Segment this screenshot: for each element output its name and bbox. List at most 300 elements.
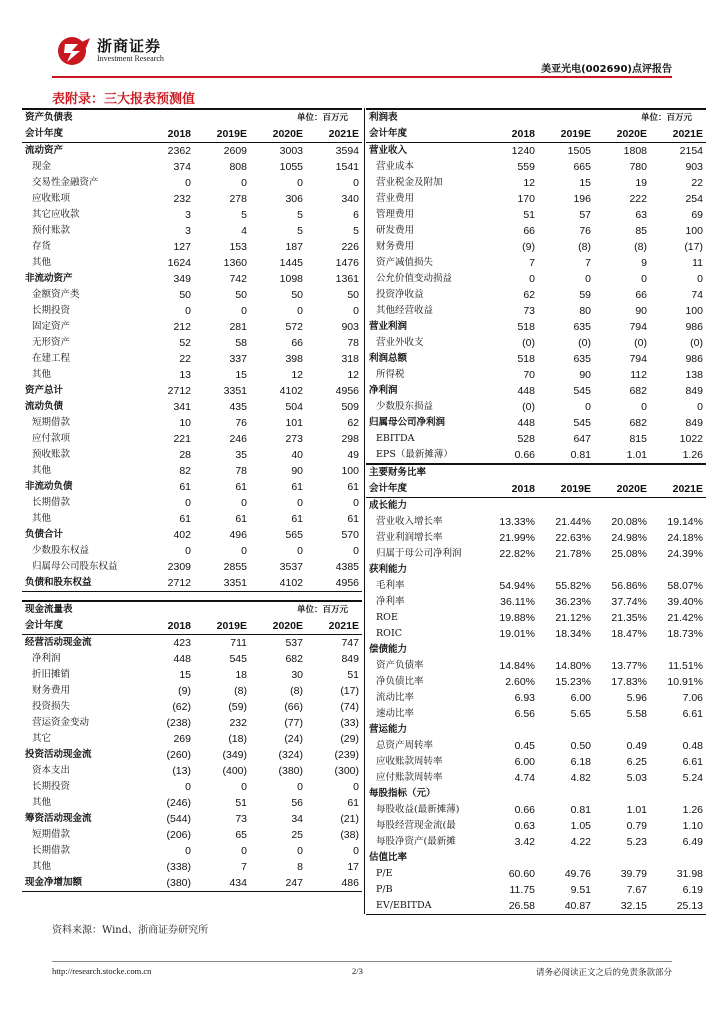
ratio-row — [366, 610, 706, 626]
table-row — [22, 635, 362, 652]
table-row — [366, 175, 706, 191]
cell-value: 281 — [229, 321, 247, 333]
cell-value: (0) — [522, 337, 535, 349]
cell-value: 212 — [173, 321, 191, 333]
table-row — [22, 415, 362, 431]
cell-value: 61 — [235, 513, 247, 525]
cell-value: 545 — [573, 385, 591, 397]
ratio-label: 净负债比率 — [376, 676, 424, 687]
table-row — [22, 763, 362, 779]
year-header-row — [366, 126, 706, 143]
row-label: 负债和股东权益 — [22, 575, 140, 592]
year-header: 2021E — [306, 618, 362, 635]
cell-value: 221 — [173, 433, 191, 445]
ratio-value: 15.23% — [555, 676, 591, 688]
table-row — [22, 223, 362, 239]
title-spacer — [484, 109, 538, 126]
cell-value: 273 — [285, 433, 303, 445]
cell-value: (0) — [578, 337, 591, 349]
ratio-value: 7.06 — [682, 692, 703, 704]
cell-value: 59 — [579, 289, 591, 301]
ratio-section-row — [366, 498, 706, 515]
cell-value: 3351 — [194, 575, 250, 592]
row-label: 流动资产 — [25, 145, 64, 156]
cell-value: 28 — [179, 449, 191, 461]
cell-value: (206) — [166, 829, 191, 841]
table-row — [366, 143, 706, 160]
ratio-value: 40.87 — [538, 898, 594, 915]
table-row — [22, 779, 362, 795]
cell-value: 423 — [173, 637, 191, 649]
ratio-value: 2.60% — [505, 676, 535, 688]
cell-value: 518 — [517, 353, 535, 365]
row-label: 财务费用 — [32, 685, 71, 696]
row-label: 其他 — [32, 369, 52, 380]
row-label: 营业外收支 — [376, 337, 424, 348]
cell-value: 545 — [573, 417, 591, 429]
ratio-value: 36.11% — [500, 596, 535, 608]
disclaimer-note: 请务必阅读正文之后的免责条款部分 — [535, 968, 672, 978]
ratio-value: 13.33% — [499, 516, 535, 528]
ratio-row — [366, 882, 706, 898]
cell-value: 61 — [179, 513, 191, 525]
cell-value: 51 — [347, 669, 359, 681]
ratio-value: 4.82 — [570, 772, 591, 784]
cell-value: 349 — [173, 273, 191, 285]
ratio-value: 11.51% — [668, 660, 703, 672]
ratio-value: 0.50 — [570, 740, 591, 752]
cell-value: (77) — [284, 717, 303, 729]
company-logo — [56, 34, 164, 68]
data-source-note: 资料来源：Wind、浙商证券研究所 — [52, 925, 209, 936]
row-label: 营业税金及附加 — [376, 177, 443, 188]
cell-value: 19 — [635, 177, 647, 189]
row-label: 归属母公司股东权益 — [32, 561, 118, 572]
table-row — [22, 795, 362, 811]
ratio-value: 37.74% — [611, 596, 647, 608]
row-label: 其他 — [32, 797, 52, 808]
cell-value: 665 — [573, 161, 591, 173]
cell-value: 62 — [523, 289, 535, 301]
unit-label: 单位：百万元 — [194, 601, 362, 618]
cell-value: 232 — [173, 193, 191, 205]
logo-english: Investment Research — [97, 54, 164, 63]
cell-value: 2855 — [223, 561, 247, 573]
table-row — [366, 367, 706, 383]
row-label: 营业费用 — [376, 193, 415, 204]
year-header: 2020E — [250, 126, 306, 143]
cell-value: 73 — [235, 813, 247, 825]
cell-value: 0 — [185, 305, 191, 317]
row-label: 净利润 — [32, 653, 61, 664]
cell-value: 247 — [250, 875, 306, 892]
cell-value: 4102 — [279, 385, 303, 397]
cell-value: 341 — [173, 401, 191, 413]
cell-value: 448 — [517, 385, 535, 397]
year-header: 2019E — [194, 618, 250, 635]
ratio-value: 21.78% — [555, 548, 591, 560]
ratio-row — [366, 802, 706, 818]
table-row — [366, 159, 706, 175]
cell-value: (8) — [290, 685, 303, 697]
year-header: 2021E — [650, 126, 706, 143]
cell-value: 0 — [185, 497, 191, 509]
table-row — [22, 143, 362, 160]
table-row — [22, 559, 362, 575]
cell-value: 570 — [341, 529, 359, 541]
ratios-title-row — [366, 464, 706, 481]
year-header: 2019E — [538, 481, 594, 498]
cell-value: (238) — [166, 717, 191, 729]
cell-value: (33) — [340, 717, 359, 729]
cell-value: 2309 — [167, 561, 191, 573]
cell-value: 1.01 — [594, 447, 650, 464]
cell-value: (17) — [684, 241, 703, 253]
ratio-value: 17.83% — [611, 676, 647, 688]
cell-value: 12 — [291, 369, 303, 381]
cell-value: 0 — [241, 497, 247, 509]
cell-value: 1.26 — [650, 447, 706, 464]
row-label: 固定资产 — [32, 321, 71, 332]
ratio-value: 24.18% — [667, 532, 703, 544]
ratio-value: 19.88% — [499, 612, 535, 624]
cell-value: 76 — [579, 225, 591, 237]
table-row — [366, 271, 706, 287]
cell-value: (18) — [228, 733, 247, 745]
ratio-value: 21.44% — [555, 516, 591, 528]
cell-value: (8) — [234, 685, 247, 697]
year-header: 2019E — [538, 126, 594, 143]
row-label: 长期投资 — [32, 305, 71, 316]
ratio-label: P/E — [376, 868, 393, 879]
ratio-row — [366, 578, 706, 594]
year-header: 2018 — [140, 618, 194, 635]
cell-value: 0 — [185, 177, 191, 189]
ratio-value: 6.19 — [682, 884, 703, 896]
ratio-label: 归属于母公司净利润 — [376, 548, 462, 559]
cell-value: 903 — [341, 321, 359, 333]
cell-value: 545 — [229, 653, 247, 665]
cell-value: 486 — [306, 875, 362, 892]
cell-value: 22 — [691, 177, 703, 189]
ratio-value: 18.34% — [555, 628, 591, 640]
ratio-value: 1.10 — [682, 820, 703, 832]
cell-value: 0 — [641, 273, 647, 285]
footer-url[interactable]: http://research.stocke.com.cn — [52, 966, 152, 976]
ratio-label: ROE — [376, 612, 398, 623]
ratio-section-label: 营运能力 — [369, 724, 408, 735]
ratio-row — [366, 770, 706, 786]
row-label: 负债合计 — [25, 529, 64, 540]
cell-value: 3351 — [223, 385, 247, 397]
cell-value: 565 — [285, 529, 303, 541]
ratio-value: 0.66 — [514, 804, 535, 816]
ratio-label: 毛利率 — [376, 580, 405, 591]
cell-value: (8) — [634, 241, 647, 253]
cell-value: 2154 — [679, 145, 703, 157]
unit-label: 单位：百万元 — [538, 109, 706, 126]
ratio-value: 26.58 — [484, 898, 538, 915]
ratio-row — [366, 594, 706, 610]
cell-value: 682 — [629, 417, 647, 429]
ratio-value: 6.00 — [514, 756, 535, 768]
ratio-value: 5.24 — [682, 772, 703, 784]
ratio-value: 6.00 — [570, 692, 591, 704]
cell-value: 780 — [629, 161, 647, 173]
year-header: 2018 — [484, 481, 538, 498]
cell-value: 232 — [229, 717, 247, 729]
ratio-label: 应付账款周转率 — [376, 772, 443, 783]
table-row — [22, 463, 362, 479]
table-row — [22, 303, 362, 319]
cell-value: 35 — [235, 449, 247, 461]
cell-value: 90 — [635, 305, 647, 317]
row-label: 金额资产类 — [32, 289, 80, 300]
row-label: 经营活动现金流 — [25, 637, 92, 648]
table-row — [22, 495, 362, 511]
cell-value: 794 — [629, 321, 647, 333]
ratio-row — [366, 818, 706, 834]
ratio-value: 6.18 — [570, 756, 591, 768]
ratio-value: 6.25 — [626, 756, 647, 768]
table-row — [22, 527, 362, 543]
ratio-value: 18.47% — [611, 628, 647, 640]
ratio-value: 14.84% — [499, 660, 535, 672]
cell-value: 0 — [353, 781, 359, 793]
ratio-value: 19.14% — [667, 516, 703, 528]
year-header: 2018 — [140, 126, 194, 143]
row-label: 营业成本 — [376, 161, 415, 172]
cell-value: 50 — [291, 289, 303, 301]
cell-value: 73 — [523, 305, 535, 317]
cell-value: (0) — [634, 337, 647, 349]
row-label: 公允价值变动损益 — [376, 273, 453, 284]
table-row — [22, 367, 362, 383]
table-row — [22, 667, 362, 683]
ratio-label: 总资产周转率 — [376, 740, 434, 751]
cell-value: 226 — [341, 241, 359, 253]
cell-value: 78 — [347, 337, 359, 349]
cell-value: 2362 — [167, 145, 191, 157]
cell-value: 63 — [635, 209, 647, 221]
table-row — [22, 731, 362, 747]
ratio-value: 25.08% — [611, 548, 647, 560]
cell-value: 0 — [353, 497, 359, 509]
cell-value: 0 — [297, 497, 303, 509]
cell-value: 1476 — [335, 257, 359, 269]
ratio-value: 5.23 — [626, 836, 647, 848]
cell-value: 0 — [185, 545, 191, 557]
cell-value: 986 — [685, 321, 703, 333]
cell-value: 2712 — [140, 575, 194, 592]
cell-value: 711 — [230, 637, 247, 649]
year-header: 2018 — [484, 126, 538, 143]
ratio-value: 14.80% — [555, 660, 591, 672]
cell-value: 187 — [285, 241, 303, 253]
unit-label: 单位：百万元 — [194, 109, 362, 126]
cell-value: 78 — [235, 465, 247, 477]
ratio-value: 0.81 — [570, 804, 591, 816]
row-label: 归属母公司净利润 — [369, 417, 446, 428]
ratio-value: 39.79 — [620, 868, 647, 880]
cell-value: 0 — [529, 273, 535, 285]
ratio-value: 36.23% — [555, 596, 591, 608]
ratio-value: 60.60 — [508, 868, 535, 880]
cell-value: 4385 — [335, 561, 359, 573]
cell-value: (400) — [222, 765, 247, 777]
cell-value: 5 — [241, 209, 247, 221]
ratio-value: 3.42 — [514, 836, 535, 848]
cell-value: 0 — [353, 177, 359, 189]
ratio-section-label: 每股指标（元） — [369, 788, 436, 799]
table-row — [22, 543, 362, 559]
cell-value: (66) — [284, 701, 303, 713]
year-label: 会计年度 — [366, 481, 484, 498]
logo-mark-icon — [56, 34, 92, 68]
cell-value: 559 — [517, 161, 535, 173]
cash-flow-table — [22, 600, 362, 892]
cell-value: 12 — [347, 369, 359, 381]
ratio-value: 22.82% — [499, 548, 535, 560]
cell-value: 7 — [241, 861, 247, 873]
cell-value: 0 — [185, 845, 191, 857]
row-label: 流动负债 — [25, 401, 64, 412]
cell-value: 0 — [241, 177, 247, 189]
ratio-value: 5.65 — [570, 708, 591, 720]
balance-sheet-table — [22, 108, 362, 592]
ratio-section-label: 估值比率 — [369, 852, 408, 863]
cell-value: (59) — [228, 701, 247, 713]
cell-value: 22 — [179, 353, 191, 365]
cell-value: 0 — [585, 273, 591, 285]
cell-value: 61 — [291, 481, 303, 493]
row-label: 筹资活动现金流 — [25, 813, 92, 824]
cell-value: (8) — [578, 241, 591, 253]
cell-value: 434 — [194, 875, 250, 892]
table-title-row — [366, 109, 706, 126]
row-label: 财务费用 — [376, 241, 415, 252]
cell-value: 849 — [685, 385, 703, 397]
ratio-value: 5.58 — [626, 708, 647, 720]
ratio-value: 54.94% — [499, 580, 535, 592]
cell-value: 50 — [179, 289, 191, 301]
cell-value: 18 — [235, 669, 247, 681]
table-title-row — [22, 601, 362, 618]
cell-value: 0.81 — [538, 447, 594, 464]
row-label: 其他 — [32, 861, 52, 872]
cell-value: (29) — [340, 733, 359, 745]
row-label: 预付账款 — [32, 225, 71, 236]
cell-value: 3 — [185, 225, 191, 237]
ratio-section-row — [366, 850, 706, 866]
cell-value: 3003 — [279, 145, 303, 157]
cell-value: (0) — [690, 337, 703, 349]
row-label: EPS（最新摊薄） — [366, 447, 484, 464]
ratio-value: 21.99% — [499, 532, 535, 544]
cell-value: 6 — [353, 209, 359, 221]
cell-value: 0 — [585, 401, 591, 413]
cell-value: 635 — [573, 321, 591, 333]
cell-value: 52 — [179, 337, 191, 349]
ratio-value: 20.08% — [611, 516, 647, 528]
cell-value: (21) — [340, 813, 359, 825]
cell-value: 196 — [573, 193, 591, 205]
cell-value: 127 — [173, 241, 191, 253]
cell-value: 2712 — [167, 385, 191, 397]
table-row — [366, 287, 706, 303]
ratio-label: 营业收入增长率 — [376, 516, 443, 527]
table-row — [366, 239, 706, 255]
ratio-section-label: 偿债能力 — [369, 644, 408, 655]
cell-value: 747 — [341, 637, 359, 649]
cell-value: 61 — [347, 797, 359, 809]
cell-value: 170 — [517, 193, 535, 205]
ratio-value: 19.01% — [499, 628, 535, 640]
cell-value: 51 — [235, 797, 247, 809]
cell-value: 0 — [241, 845, 247, 857]
cell-value: 222 — [629, 193, 647, 205]
cell-value: 25 — [291, 829, 303, 841]
ratio-value: 4.74 — [514, 772, 535, 784]
ratio-row — [366, 626, 706, 642]
year-header: 2020E — [594, 481, 650, 498]
table-row — [22, 351, 362, 367]
row-label: 其它 — [32, 733, 52, 744]
ratio-value: 21.35% — [611, 612, 647, 624]
ratio-row — [366, 658, 706, 674]
cell-value: (380) — [140, 875, 194, 892]
cell-value: 100 — [685, 305, 703, 317]
ratio-value: 31.98 — [676, 868, 703, 880]
cell-value: 0 — [697, 273, 703, 285]
cell-value: 0 — [641, 401, 647, 413]
row-label: 长期借款 — [32, 845, 71, 856]
cell-value: 3594 — [335, 145, 359, 157]
row-label: 营运资金变动 — [32, 717, 90, 728]
cell-value: 100 — [341, 465, 359, 477]
ratio-row — [366, 674, 706, 690]
table-row — [22, 479, 362, 495]
table-row — [366, 255, 706, 271]
row-label: 长期借款 — [32, 497, 71, 508]
table-row — [22, 239, 362, 255]
cell-value: (13) — [172, 765, 191, 777]
year-label: 会计年度 — [22, 126, 140, 143]
row-label: 其他 — [32, 257, 52, 268]
cell-value: 647 — [573, 433, 591, 445]
cell-value: 537 — [285, 637, 303, 649]
cell-value: 0 — [297, 845, 303, 857]
ratio-row — [366, 514, 706, 530]
cell-value: 138 — [685, 369, 703, 381]
cell-value: 0 — [697, 401, 703, 413]
cell-value: 0 — [297, 781, 303, 793]
row-label: 现金净增加额 — [22, 875, 140, 892]
ratio-value: 21.12% — [555, 612, 591, 624]
table-row — [366, 191, 706, 207]
year-header: 2019E — [194, 126, 250, 143]
cell-value: 90 — [291, 465, 303, 477]
ratio-label: 应收账款周转率 — [376, 756, 443, 767]
cell-value: 51 — [523, 209, 535, 221]
page-heading: 表附录：三大报表预测值 — [52, 92, 196, 107]
ratio-label: ROIC — [376, 628, 402, 639]
table-row — [366, 303, 706, 319]
cell-value: 7 — [585, 257, 591, 269]
row-label: 短期借款 — [32, 829, 71, 840]
row-label: 应收账项 — [32, 193, 71, 204]
income-statement-table — [366, 108, 706, 915]
